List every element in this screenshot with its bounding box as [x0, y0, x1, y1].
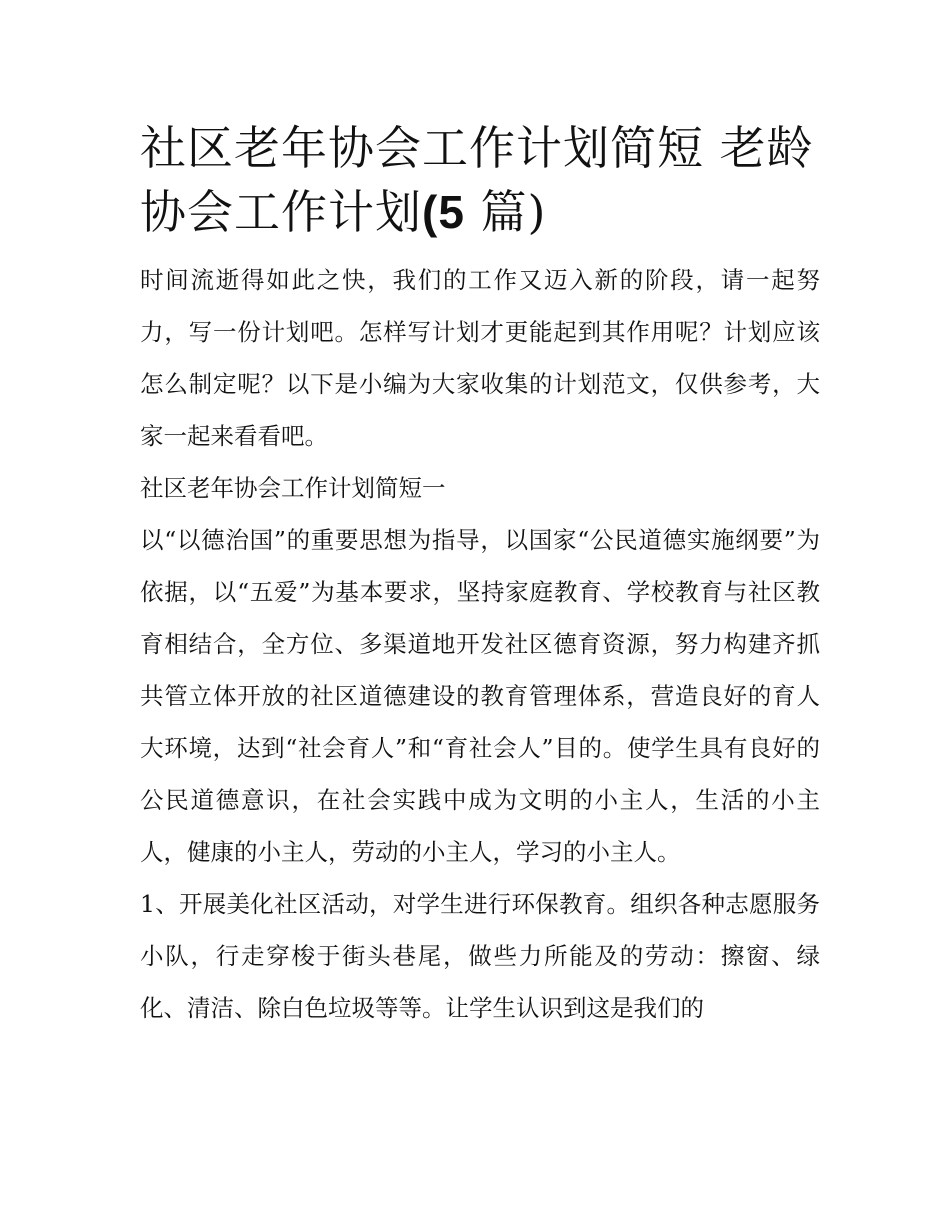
list-item-paragraph: 1、开展美化社区活动，对学生进行环保教育。组织各种志愿服务小队，行走穿梭于街头巷尾，做些力所能及的劳动：擦窗、绿化、清洁、除白色垃圾等等。让学生认识到这是我们的: [140, 890, 820, 1022]
title-text: 社区老年协会工作计划简短 老龄协会工作计划: [140, 121, 814, 239]
document-body: [140, 116, 820, 1034]
document-title: [140, 116, 820, 244]
title-suffix: 篇): [464, 185, 547, 239]
title-count: (5: [422, 186, 465, 238]
body-paragraph: 以“以德治国”的重要思想为指导，以国家“公民道德实施纲要”为依据，以“五爱”为基本要求，坚持家庭教育、学校教育与社区教育相结合，全方位、多渠道地开发社区德育资源，努力构建齐抓共管立体开放的社区道德建设的教育管理体系，营造良好的育人大环境，达到“社会育人”和“育社会人”目的。使学生具有良好的公民道德意识，在社会实践中成为文明的小主人，生活的小主人，健康的小主人，劳动的小主人，学习的小主人。: [140, 526, 820, 866]
intro-paragraph: 时间流逝得如此之快，我们的工作又迈入新的阶段，请一起努力，写一份计划吧。怎样写计划才更能起到其作用呢？计划应该怎么制定呢？以下是小编为大家收集的计划范文，仅供参考，大家一起来看看吧。: [140, 266, 820, 450]
section-heading: 社区老年协会工作计划简短一: [140, 474, 446, 502]
